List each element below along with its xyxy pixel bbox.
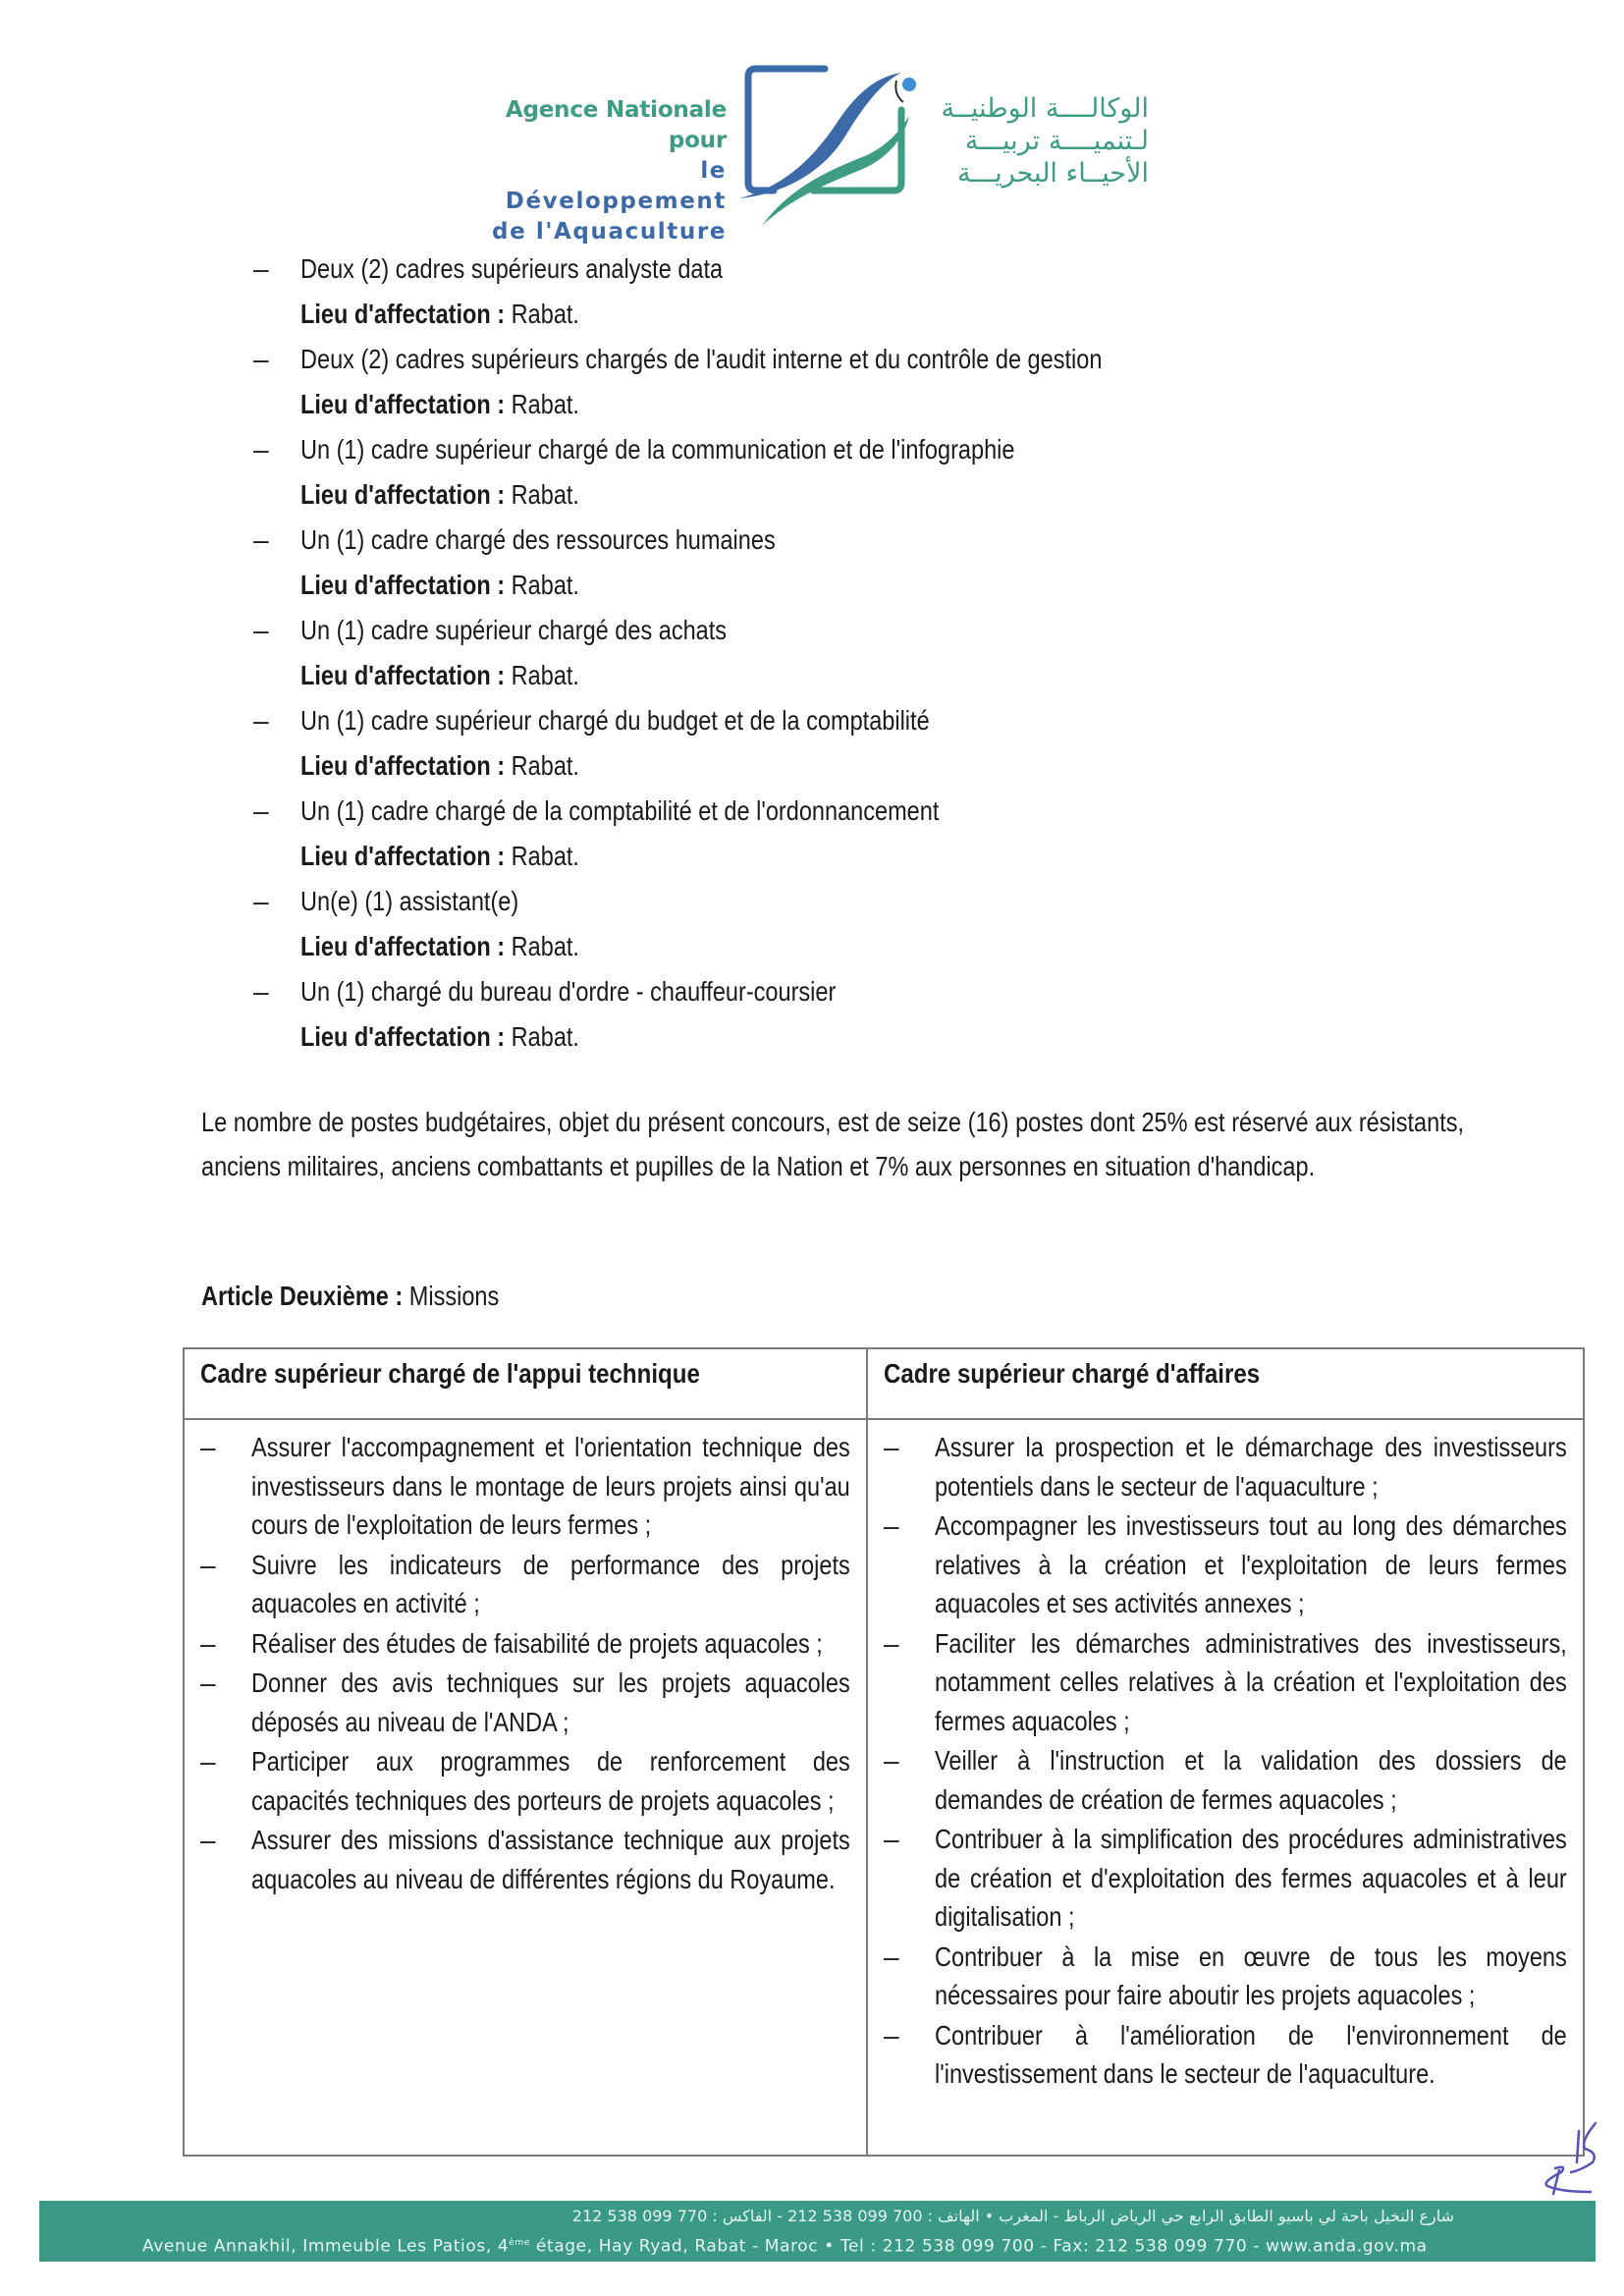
mission-text: Donner des avis techniques sur les projets aquacoles déposés au niveau de l'ANDA ; — [251, 1667, 850, 1737]
mission-item — [884, 1820, 1567, 1937]
position-item — [245, 609, 1326, 699]
column-body — [868, 1420, 1583, 2094]
position-item — [245, 880, 1326, 970]
position-location — [300, 1015, 579, 1059]
mission-text: Accompagner les investisseurs tout au long des démarches relatives à la création et l'exploitation de leurs fermes aquacoles et ses activités annexes ; — [935, 1510, 1567, 1618]
logo-ar-line-2: لـتنميــــة تربيـــة — [964, 126, 1149, 156]
position-location — [300, 293, 579, 336]
location-value: Rabat. — [505, 931, 579, 961]
location-value: Rabat. — [505, 841, 579, 871]
mission-text: Suivre les indicateurs de performance des projets aquacoles en activité ; — [251, 1549, 850, 1618]
position-item — [245, 519, 1326, 609]
position-item — [245, 247, 1326, 338]
bullet-dash: – — [884, 2019, 899, 2050]
location-label: Lieu d'affectation : — [300, 299, 506, 329]
logo-arabic-name — [923, 92, 1149, 190]
location-value: Rabat. — [505, 750, 579, 781]
bullet-dash: – — [253, 886, 269, 916]
agency-logo — [471, 61, 1159, 245]
position-location — [300, 654, 579, 697]
article-heading — [201, 1275, 499, 1318]
mission-text: Faciliter les démarches administratives des investisseurs, notamment celles relatives à la création et l'exploitation des fermes aquacoles ; — [935, 1627, 1567, 1736]
mission-text: Assurer l'accompagnement et l'orientation technique des investisseurs dans le montage de leurs projets ainsi qu'au cours de l'exploitation de leurs fermes ; — [251, 1432, 850, 1540]
position-title: Un (1) cadre supérieur chargé de la communication et de l'infographie — [300, 434, 1015, 465]
mission-text: Réaliser des études de faisabilité de projets aquacoles ; — [251, 1627, 823, 1659]
bullet-dash: – — [200, 1432, 216, 1462]
bullet-dash: – — [253, 615, 269, 645]
budget-paragraph — [201, 1100, 1464, 1188]
logo-ar-line-1: الوكالــــة الوطنيــة — [941, 93, 1149, 124]
article-label: Article Deuxième : — [201, 1281, 404, 1311]
mission-item — [884, 1741, 1567, 1819]
position-location — [300, 564, 579, 607]
bullet-dash: – — [200, 1627, 216, 1659]
mission-text: Contribuer à la mise en œuvre de tous les moyens nécessaires pour faire aboutir les projets aquacoles ; — [935, 1941, 1567, 2010]
bullet-dash: – — [200, 1667, 216, 1698]
location-value: Rabat. — [505, 389, 579, 419]
mission-item — [200, 1821, 850, 1898]
logo-french-name — [491, 95, 727, 247]
mission-item — [200, 1742, 850, 1820]
fish-frame-logo-icon — [734, 61, 931, 228]
mission-item — [200, 1624, 850, 1664]
position-location — [300, 473, 579, 517]
mission-item — [884, 1938, 1567, 2015]
missions-column-technical — [185, 1349, 868, 2155]
handwritten-initials-icon — [1522, 2121, 1610, 2200]
position-item — [245, 338, 1326, 428]
positions-list — [245, 247, 1326, 1061]
bullet-dash: – — [253, 795, 269, 826]
article-title: Missions — [403, 1281, 500, 1311]
position-title: Un (1) cadre chargé des ressources humaines — [300, 524, 776, 555]
location-label: Lieu d'affectation : — [300, 660, 506, 690]
position-item — [245, 428, 1326, 519]
footer-address-sup: ème — [509, 2238, 530, 2248]
bullet-dash: – — [253, 253, 269, 284]
column-header-text: Cadre supérieur chargé d'affaires — [884, 1358, 1261, 1389]
position-location — [300, 835, 579, 878]
position-title: Un(e) (1) assistant(e) — [300, 886, 519, 916]
location-label: Lieu d'affectation : — [300, 1021, 506, 1052]
location-label: Lieu d'affectation : — [300, 750, 506, 781]
mission-text: Contribuer à la simplification des procédures administratives de création et d'exploitation des fermes aquacoles et à leur digitalisation ; — [935, 1824, 1567, 1932]
position-item — [245, 970, 1326, 1061]
logo-fr-line-1: Agence Nationale pour — [505, 97, 727, 153]
position-location — [300, 925, 579, 968]
missions-table — [183, 1347, 1585, 2157]
position-title: Un (1) cadre supérieur chargé des achats — [300, 615, 728, 645]
bullet-dash: – — [884, 1432, 899, 1462]
mission-item — [200, 1428, 850, 1545]
position-title: Un (1) cadre chargé de la comptabilité et de l'ordonnancement — [300, 795, 940, 826]
logo-fr-line-2: le Développement — [505, 158, 727, 214]
logo-fr-line-3: de l'Aquaculture — [492, 219, 727, 245]
mission-text: Contribuer à l'amélioration de l'environnement de l'investissement dans le secteur de l'aquaculture. — [935, 2019, 1567, 2089]
footer-address-start: Avenue Annakhil, Immeuble Les Patios, 4 — [142, 2236, 510, 2257]
location-label: Lieu d'affectation : — [300, 389, 506, 419]
position-title: Un (1) chargé du bureau d'ordre - chauffeur-coursier — [300, 976, 837, 1007]
bullet-dash: – — [884, 1510, 899, 1541]
bullet-dash: – — [253, 976, 269, 1007]
bullet-dash: – — [200, 1746, 216, 1777]
bullet-dash: – — [884, 1745, 899, 1776]
bullet-dash: – — [253, 705, 269, 736]
bullet-dash: – — [200, 1825, 216, 1855]
position-title: Deux (2) cadres supérieurs chargés de l'audit interne et du contrôle de gestion — [300, 344, 1103, 374]
bullet-dash: – — [884, 1941, 899, 1972]
location-value: Rabat. — [505, 660, 579, 690]
bullet-dash: – — [253, 434, 269, 465]
logo-ar-line-3: الأحيــاء البحريـــة — [957, 158, 1149, 189]
column-header — [185, 1349, 866, 1420]
location-label: Lieu d'affectation : — [300, 479, 506, 510]
column-body — [185, 1420, 866, 1898]
mission-item — [200, 1664, 850, 1741]
mission-item — [884, 1506, 1567, 1623]
bullet-dash: – — [253, 344, 269, 374]
column-header-text: Cadre supérieur chargé de l'appui technique — [200, 1358, 700, 1389]
location-value: Rabat. — [505, 1021, 579, 1052]
mission-text: Assurer la prospection et le démarchage des investisseurs potentiels dans le secteur de l'aquaculture ; — [935, 1432, 1567, 1502]
location-value: Rabat. — [505, 570, 579, 600]
location-value: Rabat. — [505, 299, 579, 329]
column-header — [868, 1349, 1583, 1420]
bullet-dash: – — [200, 1549, 216, 1580]
position-location — [300, 383, 579, 426]
location-label: Lieu d'affectation : — [300, 841, 506, 871]
position-item — [245, 699, 1326, 790]
position-title: Un (1) cadre supérieur chargé du budget et de la comptabilité — [300, 705, 930, 736]
mission-item — [884, 2016, 1567, 2094]
mission-item — [884, 1624, 1567, 1741]
footer-french-address — [142, 2231, 1428, 2259]
mission-item — [884, 1428, 1567, 1505]
bullet-dash: – — [884, 1824, 899, 1854]
position-title: Deux (2) cadres supérieurs analyste data — [300, 253, 724, 284]
mission-text: Veiller à l'instruction et la validation des dossiers de demandes de création de fermes aquacoles ; — [935, 1745, 1567, 1815]
footer-contact-band — [39, 2201, 1596, 2262]
location-label: Lieu d'affectation : — [300, 931, 506, 961]
mission-text: Participer aux programmes de renforcement des capacités techniques des porteurs de projets aquacoles ; — [251, 1746, 850, 1816]
footer-arabic-address: شارع النخيل باحة لي باسيو الطابق الرابع حي الرياض الرباط - المغرب • الهاتف : 700 099 538 212 - الفاكس : 770 099 538 212 — [571, 2207, 1454, 2225]
position-item — [245, 790, 1326, 880]
position-location — [300, 744, 579, 788]
missions-column-business — [868, 1349, 1583, 2155]
location-value: Rabat. — [505, 479, 579, 510]
location-label: Lieu d'affectation : — [300, 570, 506, 600]
budget-paragraph-text: Le nombre de postes budgétaires, objet du présent concours, est de seize (16) postes dont 25% est réservé aux résistants, anciens militaires, anciens combattants et pupilles de la Nation et 7% aux personnes en situation d'handicap. — [201, 1107, 1465, 1181]
mission-item — [200, 1546, 850, 1623]
footer-address-end: étage, Hay Ryad, Rabat - Maroc • Tel : 212 538 099 700 - Fax: 212 538 099 770 - www.anda.gov.ma — [529, 2236, 1428, 2257]
bullet-dash: – — [253, 524, 269, 555]
mission-text: Assurer des missions d'assistance technique aux projets aquacoles au niveau de différentes régions du Royaume. — [251, 1825, 850, 1894]
bullet-dash: – — [884, 1627, 899, 1659]
